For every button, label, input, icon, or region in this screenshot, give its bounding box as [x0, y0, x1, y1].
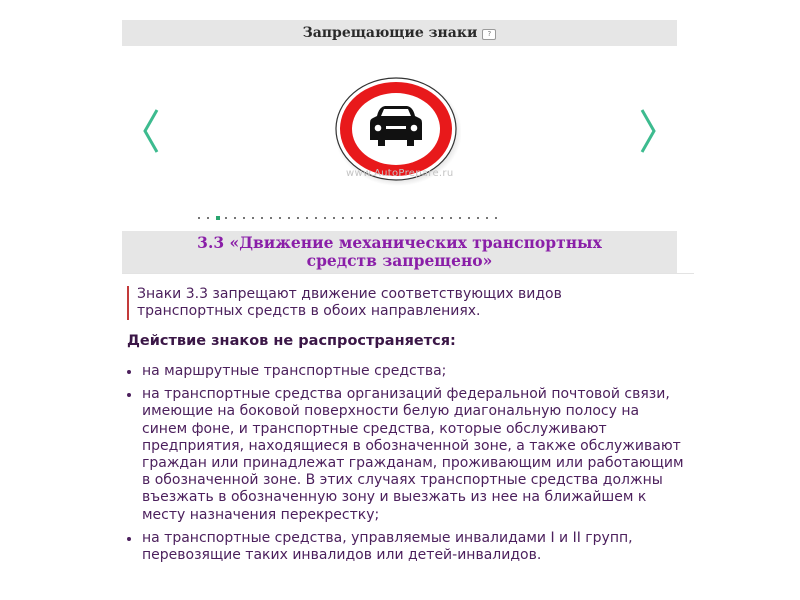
carousel-dot[interactable]	[414, 213, 423, 223]
carousel-dot[interactable]	[198, 213, 207, 223]
carousel-dot[interactable]	[279, 213, 288, 223]
carousel-prev-button[interactable]	[141, 108, 161, 154]
carousel-dot[interactable]	[378, 213, 387, 223]
carousel-next-button[interactable]	[638, 108, 658, 154]
carousel-dot[interactable]	[396, 213, 405, 223]
carousel-dot[interactable]	[351, 213, 360, 223]
list-item	[127, 530, 687, 564]
sign-title: 3.3 «Движение механических транспортных средств запрещено»	[197, 233, 602, 270]
carousel-dot[interactable]	[252, 213, 261, 223]
chevron-right-icon	[638, 108, 658, 154]
carousel-dot[interactable]	[369, 213, 378, 223]
carousel-dot[interactable]	[270, 213, 279, 223]
exceptions-heading: Действие знаков не распространяется:	[127, 333, 456, 349]
carousel-dot[interactable]	[261, 213, 270, 223]
list-item	[127, 363, 687, 380]
carousel-dot[interactable]	[486, 213, 495, 223]
list-item-text: на транспортные средства, управляемые инвалидами I и II групп, перевозящие таких инвалидов или детей-инвалидов.	[142, 529, 633, 564]
bullet-icon	[127, 370, 131, 374]
chevron-left-icon	[141, 108, 161, 154]
carousel-dot[interactable]	[333, 213, 342, 223]
carousel-dot[interactable]	[225, 213, 234, 223]
category-header	[122, 20, 677, 46]
carousel-pagination	[198, 213, 504, 223]
bullet-icon	[127, 537, 131, 541]
carousel-dot[interactable]	[468, 213, 477, 223]
carousel-dot[interactable]	[243, 213, 252, 223]
carousel-dot[interactable]	[207, 213, 216, 223]
divider	[122, 273, 694, 274]
carousel-dot[interactable]	[297, 213, 306, 223]
carousel-dot[interactable]	[441, 213, 450, 223]
carousel-dot[interactable]	[459, 213, 468, 223]
list-item-text: на маршрутные транспортные средства;	[142, 363, 447, 379]
carousel-dot[interactable]	[477, 213, 486, 223]
carousel-dot[interactable]	[450, 213, 459, 223]
carousel-dot[interactable]	[234, 213, 243, 223]
bullet-icon	[127, 393, 131, 397]
sign-title-bar	[122, 231, 677, 273]
exceptions-list	[127, 363, 687, 570]
carousel-dot[interactable]	[324, 213, 333, 223]
carousel-dot[interactable]	[288, 213, 297, 223]
carousel-dot-active[interactable]	[216, 213, 225, 223]
category-title: Запрещающие знаки	[302, 25, 478, 41]
carousel-dot[interactable]	[342, 213, 351, 223]
carousel-dot[interactable]	[423, 213, 432, 223]
carousel-dot[interactable]	[387, 213, 396, 223]
carousel-dot[interactable]	[495, 213, 504, 223]
carousel-dot[interactable]	[432, 213, 441, 223]
list-item-text: на транспортные средства организаций федеральной почтовой связи, имеющие на боковой поверхности белую диагональную полосу на синем фоне, и транспортные средства, которые обслуживают предприятия, находящиеся в обозначенной зоне, а также обслуживают граждан или принадлежат гражданам, проживающим или работающим в обозначенной зоне. В этих случаях транспортные средства должны въезжать в обозначенную зону и выезжать из нее на ближайшем к месту назначения перекрестку;	[142, 386, 684, 523]
carousel-dot[interactable]	[306, 213, 315, 223]
carousel-dot[interactable]	[360, 213, 369, 223]
sign-description: Знаки 3.3 запрещают движение соответствующих видов транспортных средств в обоих направлениях.	[127, 286, 657, 320]
list-item	[127, 386, 687, 524]
question-icon[interactable]: ?	[482, 29, 496, 40]
watermark: www.AutoPrepare.ru	[346, 168, 454, 179]
carousel-dot[interactable]	[405, 213, 414, 223]
carousel-dot[interactable]	[315, 213, 324, 223]
